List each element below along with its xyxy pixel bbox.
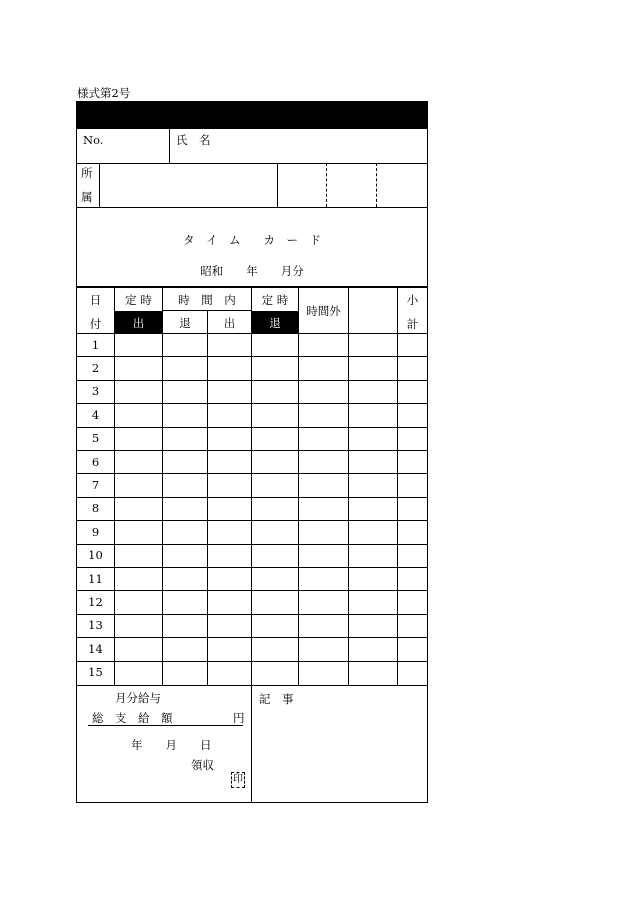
time-cell[interactable] bbox=[349, 451, 397, 472]
row-day-number: 10 bbox=[88, 548, 103, 563]
time-cell[interactable] bbox=[115, 568, 162, 589]
time-cell[interactable] bbox=[163, 615, 207, 636]
table-row bbox=[77, 333, 427, 356]
row-day-number: 5 bbox=[91, 431, 100, 446]
time-cell[interactable] bbox=[349, 474, 397, 495]
time-cell[interactable] bbox=[163, 498, 207, 519]
time-cell[interactable] bbox=[398, 404, 427, 425]
time-cell[interactable] bbox=[115, 474, 162, 495]
time-cell[interactable] bbox=[349, 334, 397, 355]
monthly-pay-label: 月分給与 bbox=[115, 691, 161, 705]
time-cell[interactable] bbox=[349, 662, 397, 683]
time-cell[interactable] bbox=[398, 638, 427, 659]
col-teiji-in-top: 定 時 bbox=[125, 293, 152, 307]
row-day-number: 8 bbox=[91, 501, 100, 516]
table-row bbox=[77, 356, 427, 379]
time-cell[interactable] bbox=[208, 334, 251, 355]
time-cell[interactable] bbox=[398, 591, 427, 612]
table-row bbox=[77, 403, 427, 426]
form-label: 様式第2号 bbox=[77, 86, 131, 100]
col-day-bottom: 付 bbox=[89, 317, 102, 331]
time-cell[interactable] bbox=[163, 638, 207, 659]
card-title: タ イ ム カ ー ド bbox=[183, 233, 321, 247]
time-cell[interactable] bbox=[252, 334, 298, 355]
time-cell[interactable] bbox=[115, 498, 162, 519]
time-cell[interactable] bbox=[115, 381, 162, 402]
time-cell[interactable] bbox=[252, 545, 298, 566]
col-teiji-out-top: 定 時 bbox=[261, 293, 289, 307]
time-cell[interactable] bbox=[208, 474, 251, 495]
time-cell[interactable] bbox=[349, 357, 397, 378]
time-cell[interactable] bbox=[208, 662, 251, 683]
time-cell[interactable] bbox=[252, 662, 298, 683]
no-label: No. bbox=[83, 133, 104, 147]
time-cell[interactable] bbox=[299, 404, 348, 425]
row-day-number: 14 bbox=[88, 641, 103, 656]
col-shukkin: 出 bbox=[223, 316, 236, 330]
title-bar bbox=[77, 101, 428, 129]
time-cell[interactable] bbox=[163, 662, 207, 683]
time-cell[interactable] bbox=[163, 545, 207, 566]
time-cell[interactable] bbox=[299, 498, 348, 519]
row-day-number: 7 bbox=[91, 478, 100, 493]
time-cell[interactable] bbox=[299, 357, 348, 378]
time-cell[interactable] bbox=[299, 662, 348, 683]
time-cell[interactable] bbox=[252, 381, 298, 402]
time-cell[interactable] bbox=[208, 521, 251, 542]
time-cell[interactable] bbox=[115, 428, 162, 449]
time-cell[interactable] bbox=[299, 545, 348, 566]
table-row bbox=[77, 637, 427, 660]
time-cell[interactable] bbox=[349, 568, 397, 589]
time-cell[interactable] bbox=[208, 545, 251, 566]
total-pay-label: 総 支 給 額 bbox=[92, 711, 173, 725]
remarks-label: 記 事 bbox=[259, 692, 294, 706]
time-cell[interactable] bbox=[349, 404, 397, 425]
time-cell[interactable] bbox=[299, 568, 348, 589]
time-cell[interactable] bbox=[115, 662, 162, 683]
time-cell[interactable] bbox=[115, 521, 162, 542]
time-cell[interactable] bbox=[299, 381, 348, 402]
time-cell[interactable] bbox=[349, 591, 397, 612]
remarks-field[interactable] bbox=[252, 710, 426, 800]
row-day-number: 4 bbox=[91, 407, 100, 422]
time-cell[interactable] bbox=[349, 498, 397, 519]
row-day-number: 2 bbox=[91, 361, 100, 376]
col-taikin: 退 bbox=[179, 316, 191, 330]
time-cell[interactable] bbox=[398, 521, 427, 542]
time-cell[interactable] bbox=[115, 615, 162, 636]
time-cell[interactable] bbox=[349, 381, 397, 402]
row-day-number: 12 bbox=[88, 595, 103, 610]
time-cell[interactable] bbox=[349, 521, 397, 542]
yen-label: 円 bbox=[233, 711, 245, 725]
time-cell[interactable] bbox=[398, 357, 427, 378]
time-cell[interactable] bbox=[252, 521, 298, 542]
table-row bbox=[77, 590, 427, 613]
dept-label-bottom: 属 bbox=[81, 190, 93, 204]
time-cell[interactable] bbox=[252, 357, 298, 378]
time-cell[interactable] bbox=[163, 521, 207, 542]
time-cell[interactable] bbox=[163, 357, 207, 378]
table-row bbox=[77, 497, 427, 520]
time-cell[interactable] bbox=[299, 428, 348, 449]
time-cell[interactable] bbox=[208, 591, 251, 612]
time-cell[interactable] bbox=[163, 451, 207, 472]
time-cell[interactable] bbox=[252, 451, 298, 472]
row-day-number: 15 bbox=[88, 665, 103, 680]
time-cell[interactable] bbox=[252, 428, 298, 449]
time-cell[interactable] bbox=[252, 498, 298, 519]
row-day-number: 13 bbox=[88, 618, 103, 633]
time-cell[interactable] bbox=[115, 451, 162, 472]
time-cell[interactable] bbox=[398, 381, 427, 402]
time-cell[interactable] bbox=[299, 474, 348, 495]
table-row bbox=[77, 567, 427, 590]
time-cell[interactable] bbox=[208, 451, 251, 472]
time-cell[interactable] bbox=[208, 498, 251, 519]
row-day-number: 6 bbox=[91, 454, 100, 469]
time-cell[interactable] bbox=[398, 498, 427, 519]
time-cell[interactable] bbox=[252, 568, 298, 589]
table-row bbox=[77, 544, 427, 567]
time-cell[interactable] bbox=[208, 404, 251, 425]
time-cell[interactable] bbox=[115, 404, 162, 425]
col-overtime: 時間外 bbox=[306, 304, 341, 318]
col-teiji-in-bottom: 出 bbox=[132, 316, 145, 330]
row-day-number: 3 bbox=[91, 384, 100, 399]
table-row bbox=[77, 661, 427, 684]
time-cell[interactable] bbox=[115, 638, 162, 659]
time-cell[interactable] bbox=[299, 638, 348, 659]
time-cell[interactable] bbox=[208, 568, 251, 589]
receipt-date: 年 月 日 bbox=[131, 738, 212, 752]
dept-field[interactable] bbox=[100, 164, 276, 206]
col-subtotal-top: 小 bbox=[406, 293, 419, 307]
time-cell[interactable] bbox=[252, 591, 298, 612]
table-row bbox=[77, 427, 427, 450]
seal-mark: 印 bbox=[231, 772, 245, 788]
time-cell[interactable] bbox=[252, 474, 298, 495]
name-label: 氏 名 bbox=[176, 133, 211, 147]
row-day-number: 11 bbox=[88, 571, 103, 586]
time-cell[interactable] bbox=[163, 591, 207, 612]
time-cell[interactable] bbox=[398, 568, 427, 589]
name-field[interactable] bbox=[170, 130, 426, 162]
time-cell[interactable] bbox=[299, 615, 348, 636]
time-cell[interactable] bbox=[163, 428, 207, 449]
time-cell[interactable] bbox=[349, 428, 397, 449]
time-cell[interactable] bbox=[252, 404, 298, 425]
time-cell[interactable] bbox=[163, 404, 207, 425]
time-cell[interactable] bbox=[252, 615, 298, 636]
dept-label-top: 所 bbox=[81, 166, 93, 180]
time-cell[interactable] bbox=[398, 474, 427, 495]
time-cell[interactable] bbox=[163, 474, 207, 495]
col-day-top: 日 bbox=[89, 293, 102, 307]
time-cell[interactable] bbox=[115, 334, 162, 355]
time-cell[interactable] bbox=[398, 545, 427, 566]
time-cell[interactable] bbox=[398, 451, 427, 472]
table-row bbox=[77, 520, 427, 543]
outer-bottom-border bbox=[76, 802, 428, 803]
time-cell[interactable] bbox=[208, 428, 251, 449]
table-row bbox=[77, 614, 427, 637]
time-cell[interactable] bbox=[398, 662, 427, 683]
time-cell[interactable] bbox=[115, 545, 162, 566]
time-cell[interactable] bbox=[115, 591, 162, 612]
time-cell[interactable] bbox=[398, 428, 427, 449]
col-teiji-out-bottom: 退 bbox=[269, 316, 281, 330]
time-cell[interactable] bbox=[349, 638, 397, 659]
table-row bbox=[77, 380, 427, 403]
row-day-number: 1 bbox=[91, 337, 100, 352]
table-row bbox=[77, 473, 427, 496]
time-cell[interactable] bbox=[163, 381, 207, 402]
col-subtotal-bottom: 計 bbox=[406, 317, 419, 331]
time-cell[interactable] bbox=[299, 521, 348, 542]
time-cell[interactable] bbox=[398, 615, 427, 636]
time-cell[interactable] bbox=[208, 381, 251, 402]
time-cell[interactable] bbox=[252, 638, 298, 659]
time-cell[interactable] bbox=[163, 568, 207, 589]
col-jikannai: 時 間 内 bbox=[178, 293, 236, 307]
time-cell[interactable] bbox=[299, 451, 348, 472]
row-day-number: 9 bbox=[91, 524, 100, 539]
table-row bbox=[77, 450, 427, 473]
time-cell[interactable] bbox=[349, 545, 397, 566]
time-cell[interactable] bbox=[398, 334, 427, 355]
received-label: 領収 bbox=[191, 758, 214, 772]
time-cell[interactable] bbox=[299, 591, 348, 612]
period-label: 昭和 年 月分 bbox=[200, 264, 304, 278]
time-cell[interactable] bbox=[208, 615, 251, 636]
time-cell[interactable] bbox=[115, 357, 162, 378]
time-cell[interactable] bbox=[349, 615, 397, 636]
time-cell[interactable] bbox=[208, 638, 251, 659]
time-cell[interactable] bbox=[299, 334, 348, 355]
time-cell[interactable] bbox=[208, 357, 251, 378]
time-cell[interactable] bbox=[163, 334, 207, 355]
